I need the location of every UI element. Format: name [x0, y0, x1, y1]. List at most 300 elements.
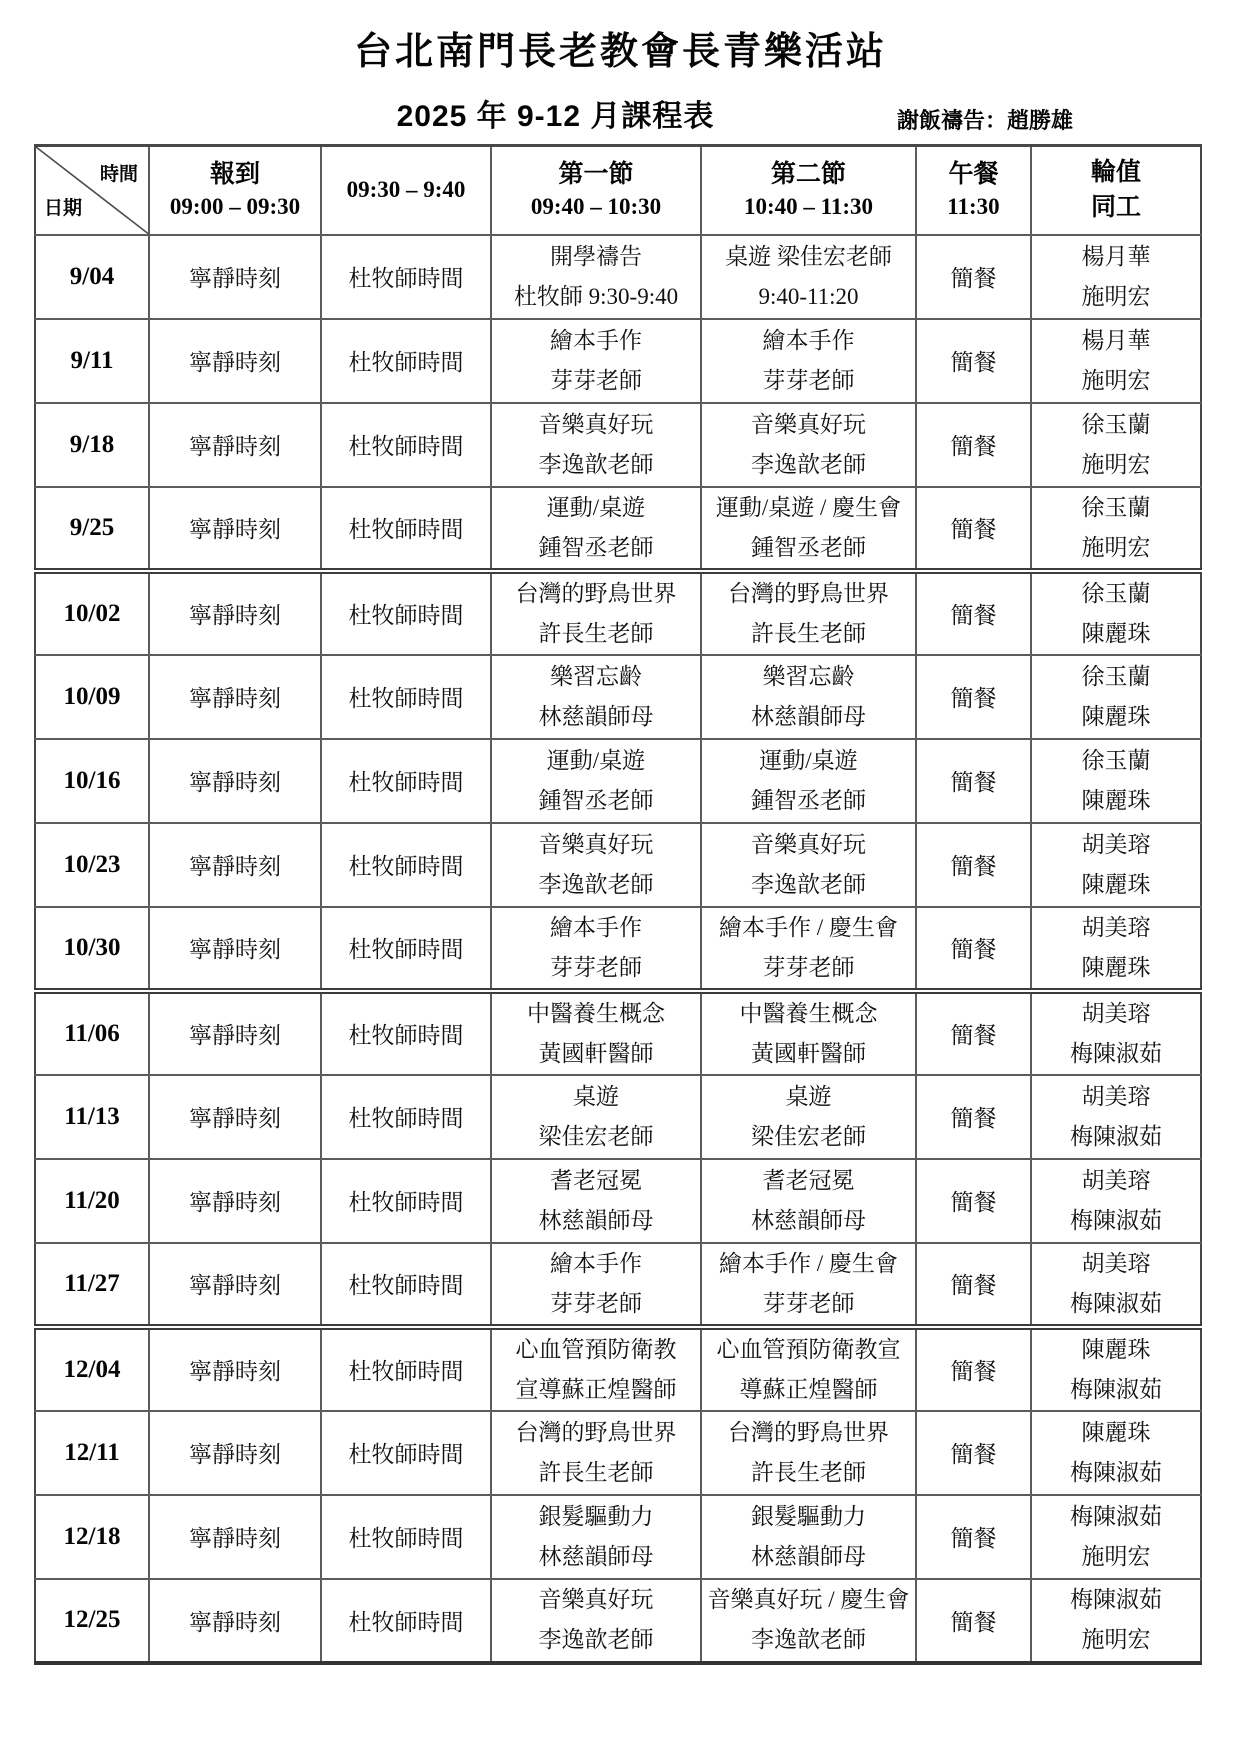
cell-text-line: 運動/桌遊: [759, 747, 858, 773]
checkin-cell: [149, 319, 321, 403]
lunch-cell: [916, 907, 1031, 991]
duty-workers-cell: [1031, 1579, 1201, 1663]
lunch-title: 午餐: [948, 160, 999, 189]
cell-text-line: 林慈韻師母: [538, 1207, 654, 1233]
cell-text-line: 簡餐: [950, 603, 997, 628]
header-row: [35, 146, 1201, 235]
cell-text-line: 胡美瑢: [1081, 1083, 1151, 1109]
cell-text-line: 杜牧師時間: [348, 1359, 464, 1384]
session1-cell: [491, 907, 701, 991]
cell-text-line: 杜牧師 9:30-9:40: [513, 283, 679, 309]
cell-text-line: 梁佳宏老師: [538, 1123, 654, 1149]
checkin-cell: [149, 1327, 321, 1411]
session2-cell: [701, 403, 916, 487]
cell-text-line: 芽芽老師: [762, 1290, 855, 1316]
session2-cell: [701, 1495, 916, 1579]
cell-text-line: 寧靜時刻: [189, 686, 281, 711]
cell-text-line: 施明宏: [1081, 283, 1151, 309]
pastor-time-cell: [321, 235, 491, 319]
cell-text-line: 李逸歆老師: [538, 451, 654, 477]
lunch-cell: [916, 403, 1031, 487]
cell-text-line: 音樂真好玩: [751, 831, 866, 857]
cell-text-line: 運動/桌遊: [546, 494, 646, 520]
cell-text-line: 音樂真好玩: [751, 411, 866, 437]
duty-workers-cell: [1031, 823, 1201, 907]
cell-text-line: 寧靜時刻: [189, 1609, 281, 1635]
pastor-time-cell: [321, 823, 491, 907]
session2-cell: [701, 655, 916, 739]
cell-text-line: 樂習忘齡: [550, 663, 642, 689]
cell-text-line: 梅陳淑茹: [1070, 1503, 1162, 1529]
session2-title: 第二節: [770, 160, 846, 189]
page-title: 台北南門長老教會長青樂活站: [353, 31, 887, 73]
cell-text-line: 寧靜時刻: [189, 350, 281, 375]
cell-text-line: 10/09: [63, 682, 121, 710]
cell-text-line: 銀髮驅動力: [751, 1503, 866, 1529]
lunch-cell: [916, 823, 1031, 907]
session2-cell: [701, 1075, 916, 1159]
duty-workers-cell: [1031, 571, 1201, 655]
header-cell-lunch: [916, 146, 1031, 235]
checkin-cell: [149, 1579, 321, 1663]
cell-text-line: 寧靜時刻: [189, 1273, 281, 1298]
cell-text-line: 梅陳淑茹: [1070, 1123, 1162, 1149]
cell-text-line: 寧靜時刻: [189, 434, 281, 459]
cell-text-line: 楊月華: [1081, 243, 1151, 269]
date-cell: [35, 991, 149, 1075]
cell-text-line: 簡餐: [950, 770, 997, 795]
cell-text-line: 寧靜時刻: [189, 1442, 281, 1467]
table-row: [35, 991, 1201, 1075]
cell-text-line: 中醫養生概念: [527, 1000, 665, 1026]
cell-text-line: 簡餐: [950, 517, 997, 542]
cell-text-line: 繪本手作: [550, 1250, 642, 1276]
date-cell: [35, 319, 149, 403]
session2-cell: [701, 823, 916, 907]
pastor-time-cell: [321, 1075, 491, 1159]
date-cell: [35, 823, 149, 907]
cell-text-line: 李逸歆老師: [751, 1627, 866, 1652]
cell-text-line: 11/27: [64, 1269, 120, 1297]
cell-text-line: 杜牧師時間: [348, 1106, 464, 1131]
lunch-cell: [916, 1243, 1031, 1327]
date-cell: [35, 235, 149, 319]
date-cell: [35, 907, 149, 991]
table-row: [35, 907, 1201, 991]
cell-text-line: 寧靜時刻: [189, 1526, 281, 1551]
cell-text-line: 許長生老師: [751, 620, 866, 646]
cell-text-line: 音樂真好玩: [538, 411, 654, 437]
lunch-cell: [916, 235, 1031, 319]
session2-cell: [701, 1159, 916, 1243]
cell-text-line: 黃國軒醫師: [538, 1040, 654, 1066]
lunch-cell: [916, 319, 1031, 403]
session1-cell: [491, 1075, 701, 1159]
checkin-cell: [149, 1159, 321, 1243]
table-row: [35, 319, 1201, 403]
cell-text-line: 簡餐: [950, 937, 997, 962]
cell-text-line: 桌遊: [573, 1083, 619, 1109]
lunch-cell: [916, 1579, 1031, 1663]
cell-text-line: 林慈韻師母: [538, 1543, 654, 1569]
cell-text-line: 運動/桌遊 / 慶生會: [715, 494, 902, 520]
table-row: [35, 571, 1201, 655]
table-row: [35, 655, 1201, 739]
table-row: [35, 1075, 1201, 1159]
duty-workers-cell: [1031, 1411, 1201, 1495]
cell-text-line: 繪本手作: [762, 327, 855, 353]
session2-cell: [701, 1327, 916, 1411]
session1-cell: [491, 319, 701, 403]
session2-cell: [701, 487, 916, 571]
cell-text-line: 簡餐: [950, 434, 997, 459]
cell-text-line: 芽芽老師: [550, 954, 642, 980]
cell-text-line: 9:40-11:20: [758, 283, 859, 309]
table-row: [35, 823, 1201, 907]
header-date-label: 日期: [44, 197, 83, 219]
cell-text-line: 芽芽老師: [762, 954, 855, 980]
table-header: [35, 146, 1201, 235]
cell-text-line: 林慈韻師母: [751, 703, 866, 729]
cell-text-line: 簡餐: [950, 1273, 997, 1298]
cell-text-line: 梅陳淑茹: [1070, 1587, 1162, 1612]
cell-text-line: 梅陳淑茹: [1070, 1376, 1162, 1402]
cell-text-line: 寧靜時刻: [189, 770, 281, 795]
cell-text-line: 寧靜時刻: [189, 937, 281, 962]
cell-text-line: 簡餐: [950, 266, 997, 291]
session2-cell: [701, 1411, 916, 1495]
cell-text-line: 簡餐: [950, 1359, 997, 1384]
date-cell: [35, 1075, 149, 1159]
date-cell: [35, 487, 149, 571]
cell-text-line: 寧靜時刻: [189, 603, 281, 628]
cell-text-line: 開學禱告: [550, 243, 642, 269]
cell-text-line: 芽芽老師: [762, 367, 855, 393]
cell-text-line: 9/04: [69, 262, 115, 290]
session1-cell: [491, 739, 701, 823]
checkin-cell: [149, 1411, 321, 1495]
cell-text-line: 胡美瑢: [1081, 1000, 1151, 1026]
cell-text-line: 施明宏: [1081, 534, 1151, 560]
duty-workers-cell: [1031, 991, 1201, 1075]
pastor-time-cell: [321, 655, 491, 739]
cell-text-line: 杜牧師時間: [348, 1023, 464, 1048]
pastor-time-cell: [321, 739, 491, 823]
checkin-cell: [149, 1495, 321, 1579]
cell-text-line: 10/23: [63, 850, 121, 878]
cell-text-line: 杜牧師時間: [348, 1526, 464, 1551]
lunch-cell: [916, 487, 1031, 571]
pastor-time-cell: [321, 1243, 491, 1327]
date-cell: [35, 1327, 149, 1411]
cell-text-line: 梁佳宏老師: [751, 1123, 866, 1149]
duty-workers-cell: [1031, 319, 1201, 403]
table-row: [35, 1159, 1201, 1243]
lunch-cell: [916, 1411, 1031, 1495]
cell-text-line: 桌遊 梁佳宏老師: [725, 243, 892, 269]
cell-text-line: 9/18: [69, 430, 115, 458]
date-cell: [35, 1411, 149, 1495]
checkin-cell: [149, 823, 321, 907]
cell-text-line: 梅陳淑茹: [1070, 1290, 1162, 1316]
date-cell: [35, 1495, 149, 1579]
cell-text-line: 施明宏: [1081, 451, 1151, 477]
cell-text-line: 梅陳淑茹: [1070, 1459, 1162, 1485]
cell-text-line: 杜牧師時間: [348, 1273, 464, 1298]
session2-cell: [701, 991, 916, 1075]
cell-text-line: 寧靜時刻: [189, 854, 281, 879]
pastor-time-cell: [321, 907, 491, 991]
cell-text-line: 陳麗珠: [1081, 871, 1151, 897]
header-cell-checkin: [149, 146, 321, 235]
pastor-slot-time: 09:30 – 9:40: [346, 177, 466, 203]
cell-text-line: 杜牧師時間: [348, 1609, 464, 1635]
duty-title-line1: 輪值: [1090, 158, 1141, 187]
table-row: [35, 1243, 1201, 1327]
table-body: [35, 235, 1201, 1663]
duty-workers-cell: [1031, 1075, 1201, 1159]
lunch-cell: [916, 571, 1031, 655]
session1-cell: [491, 1495, 701, 1579]
cell-text-line: 銀髮驅動力: [538, 1503, 654, 1529]
session1-cell: [491, 1579, 701, 1663]
cell-text-line: 導蘇正煌醫師: [739, 1376, 878, 1402]
cell-text-line: 杜牧師時間: [348, 603, 464, 628]
session2-cell: [701, 1579, 916, 1663]
cell-text-line: 簡餐: [950, 350, 997, 375]
cell-text-line: 杜牧師時間: [348, 937, 464, 962]
cell-text-line: 繪本手作: [550, 327, 642, 353]
cell-text-line: 11/20: [64, 1186, 120, 1214]
cell-text-line: 心血管預防衛教: [515, 1336, 677, 1362]
cell-text-line: 芽芽老師: [550, 1290, 642, 1316]
cell-text-line: 12/18: [63, 1522, 121, 1550]
cell-text-line: 梅陳淑茹: [1070, 1040, 1162, 1066]
date-cell: [35, 739, 149, 823]
cell-text-line: 杜牧師時間: [348, 686, 464, 711]
cell-text-line: 簡餐: [950, 1442, 997, 1467]
header-cell-duty: [1031, 146, 1201, 235]
lunch-cell: [916, 991, 1031, 1075]
checkin-cell: [149, 403, 321, 487]
cell-text-line: 黃國軒醫師: [751, 1040, 866, 1066]
date-cell: [35, 1579, 149, 1663]
cell-text-line: 李逸歆老師: [538, 871, 654, 897]
cell-text-line: 施明宏: [1081, 1543, 1151, 1569]
schedule-table: [34, 144, 1202, 1665]
checkin-cell: [149, 487, 321, 571]
cell-text-line: 徐玉蘭: [1081, 494, 1151, 520]
pastor-time-cell: [321, 1159, 491, 1243]
cell-text-line: 台灣的野鳥世界: [728, 1419, 889, 1445]
cell-text-line: 簡餐: [950, 1609, 997, 1635]
session1-cell: [491, 235, 701, 319]
lunch-cell: [916, 739, 1031, 823]
cell-text-line: 寧靜時刻: [189, 266, 281, 291]
checkin-cell: [149, 1075, 321, 1159]
cell-text-line: 陳麗珠: [1081, 1336, 1151, 1362]
date-cell: [35, 571, 149, 655]
session1-cell: [491, 1243, 701, 1327]
session1-cell: [491, 655, 701, 739]
cell-text-line: 胡美瑢: [1081, 1167, 1151, 1193]
date-cell: [35, 403, 149, 487]
cell-text-line: 胡美瑢: [1081, 831, 1151, 857]
pastor-time-cell: [321, 319, 491, 403]
cell-text-line: 許長生老師: [751, 1459, 866, 1485]
cell-text-line: 杜牧師時間: [348, 854, 464, 879]
table-row: [35, 1495, 1201, 1579]
cell-text-line: 音樂真好玩 / 慶生會: [707, 1587, 910, 1612]
grace-prayer-note: 謝飯禱告：趙勝雄: [896, 108, 1073, 133]
cell-text-line: 簡餐: [950, 686, 997, 711]
session1-cell: [491, 1327, 701, 1411]
cell-text-line: 鍾智丞老師: [751, 534, 866, 560]
cell-text-line: 簡餐: [950, 1190, 997, 1215]
cell-text-line: 10/30: [63, 933, 121, 961]
cell-text-line: 陳麗珠: [1081, 620, 1151, 646]
duty-workers-cell: [1031, 1159, 1201, 1243]
lunch-time: 11:30: [947, 194, 1000, 220]
checkin-title: 報到: [209, 160, 260, 189]
cell-text-line: 許長生老師: [538, 620, 654, 646]
checkin-cell: [149, 907, 321, 991]
header-cell-session2: [701, 146, 916, 235]
cell-text-line: 施明宏: [1081, 367, 1151, 393]
duty-workers-cell: [1031, 1243, 1201, 1327]
cell-text-line: 耆老冠冕: [762, 1167, 855, 1193]
cell-text-line: 施明宏: [1081, 1627, 1151, 1652]
cell-text-line: 繪本手作 / 慶生會: [719, 1250, 898, 1276]
cell-text-line: 寧靜時刻: [189, 1190, 281, 1215]
cell-text-line: 杜牧師時間: [348, 350, 464, 375]
table-row: [35, 1579, 1201, 1663]
checkin-cell: [149, 739, 321, 823]
cell-text-line: 杜牧師時間: [348, 1190, 464, 1215]
lunch-cell: [916, 1159, 1031, 1243]
pastor-time-cell: [321, 403, 491, 487]
session2-cell: [701, 235, 916, 319]
duty-workers-cell: [1031, 403, 1201, 487]
checkin-cell: [149, 655, 321, 739]
cell-text-line: 11/13: [64, 1102, 120, 1130]
cell-text-line: 12/11: [64, 1438, 120, 1466]
cell-text-line: 芽芽老師: [550, 367, 642, 393]
cell-text-line: 杜牧師時間: [348, 434, 464, 459]
cell-text-line: 林慈韻師母: [751, 1543, 866, 1569]
duty-title-line2: 同工: [1090, 193, 1141, 222]
lunch-cell: [916, 1327, 1031, 1411]
cell-text-line: 徐玉蘭: [1081, 747, 1151, 773]
cell-text-line: 徐玉蘭: [1081, 580, 1151, 606]
checkin-cell: [149, 571, 321, 655]
cell-text-line: 鍾智丞老師: [751, 787, 866, 813]
cell-text-line: 許長生老師: [538, 1459, 654, 1485]
cell-text-line: 鍾智丞老師: [538, 787, 654, 813]
cell-text-line: 林慈韻師母: [538, 703, 654, 729]
cell-text-line: 台灣的野鳥世界: [515, 580, 677, 606]
cell-text-line: 9/25: [69, 513, 115, 541]
cell-text-line: 鍾智丞老師: [538, 534, 654, 560]
duty-workers-cell: [1031, 487, 1201, 571]
cell-text-line: 台灣的野鳥世界: [728, 580, 889, 606]
cell-text-line: 杜牧師時間: [348, 266, 464, 291]
duty-workers-cell: [1031, 235, 1201, 319]
cell-text-line: 桌遊: [785, 1083, 832, 1109]
cell-text-line: 陳麗珠: [1081, 954, 1151, 980]
session1-cell: [491, 487, 701, 571]
lunch-cell: [916, 1495, 1031, 1579]
cell-text-line: 寧靜時刻: [189, 1023, 281, 1048]
session1-cell: [491, 403, 701, 487]
header-cell-session1: [491, 146, 701, 235]
cell-text-line: 11/06: [64, 1019, 120, 1047]
checkin-cell: [149, 991, 321, 1075]
cell-text-line: 簡餐: [950, 1526, 997, 1551]
pastor-time-cell: [321, 1411, 491, 1495]
duty-workers-cell: [1031, 907, 1201, 991]
cell-text-line: 李逸歆老師: [751, 451, 866, 477]
cell-text-line: 10/16: [63, 766, 121, 794]
duty-workers-cell: [1031, 739, 1201, 823]
checkin-cell: [149, 235, 321, 319]
header-time-label: 時間: [99, 164, 138, 185]
table-row: [35, 487, 1201, 571]
cell-text-line: 杜牧師時間: [348, 517, 464, 542]
date-cell: [35, 1159, 149, 1243]
cell-text-line: 陳麗珠: [1081, 787, 1151, 813]
cell-text-line: 李逸歆老師: [538, 1627, 654, 1652]
cell-text-line: 寧靜時刻: [189, 1106, 281, 1131]
session1-title: 第一節: [558, 160, 634, 189]
date-cell: [35, 655, 149, 739]
cell-text-line: 陳麗珠: [1081, 703, 1151, 729]
cell-text-line: 胡美瑢: [1081, 914, 1151, 940]
session2-cell: [701, 571, 916, 655]
cell-text-line: 心血管預防衛教宣: [716, 1336, 901, 1362]
table-row: [35, 739, 1201, 823]
pastor-time-cell: [321, 1327, 491, 1411]
cell-text-line: 楊月華: [1081, 327, 1151, 353]
date-cell: [35, 1243, 149, 1327]
session2-cell: [701, 739, 916, 823]
session2-cell: [701, 907, 916, 991]
pastor-time-cell: [321, 991, 491, 1075]
cell-text-line: 音樂真好玩: [538, 831, 654, 857]
cell-text-line: 簡餐: [950, 1023, 997, 1048]
session1-cell: [491, 571, 701, 655]
cell-text-line: 徐玉蘭: [1081, 663, 1151, 689]
duty-workers-cell: [1031, 1327, 1201, 1411]
cell-text-line: 10/02: [63, 599, 121, 627]
cell-text-line: 李逸歆老師: [751, 871, 866, 897]
cell-text-line: 寧靜時刻: [189, 517, 281, 542]
cell-text-line: 9/11: [70, 346, 114, 374]
duty-workers-cell: [1031, 655, 1201, 739]
session2-cell: [701, 319, 916, 403]
table-row: [35, 235, 1201, 319]
session2-time: 10:40 – 11:30: [743, 194, 874, 220]
cell-text-line: 繪本手作 / 慶生會: [719, 914, 898, 940]
cell-text-line: 12/04: [63, 1355, 121, 1383]
page-subtitle: 2025 年 9-12 月課程表: [396, 100, 715, 133]
cell-text-line: 中醫養生概念: [739, 1000, 878, 1026]
table-row: [35, 1411, 1201, 1495]
duty-workers-cell: [1031, 1495, 1201, 1579]
checkin-cell: [149, 1243, 321, 1327]
header-cell-date-time: [35, 146, 149, 235]
subtitle-row: [0, 91, 1241, 137]
